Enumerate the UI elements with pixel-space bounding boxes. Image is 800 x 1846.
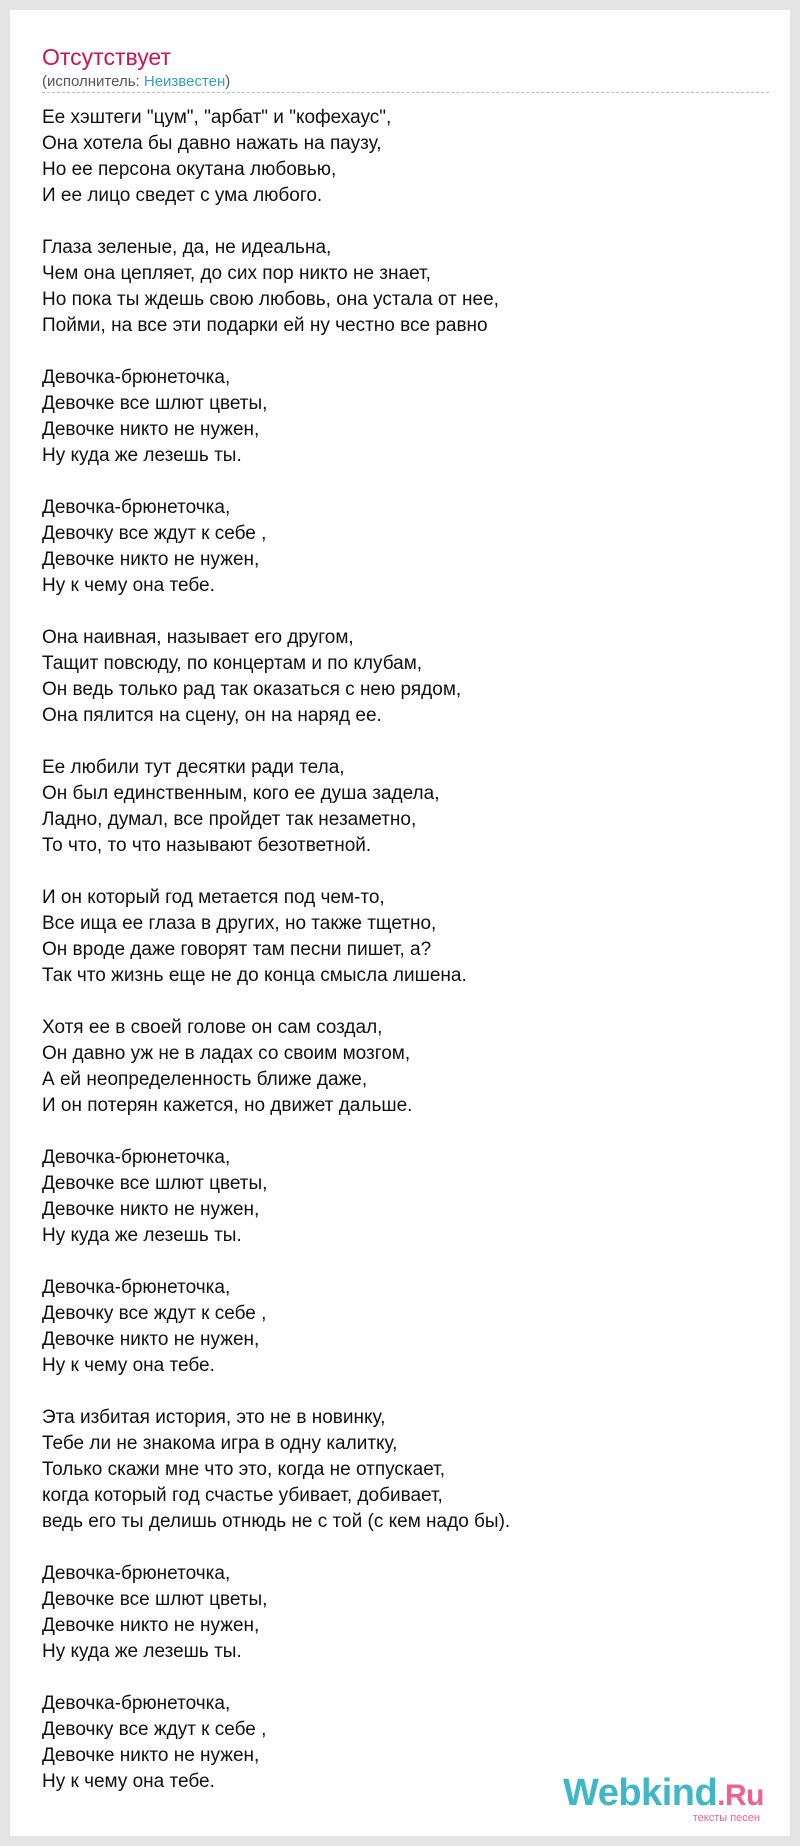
song-title: Отсутствует xyxy=(42,44,171,70)
lyrics-stanza xyxy=(42,495,772,599)
lyrics-line: Он был единственным, кого ее душа задела, xyxy=(42,783,440,804)
lyrics-stanza xyxy=(42,1275,772,1379)
lyrics-line: Девочке все шлют цветы, xyxy=(42,1173,268,1194)
logo-web: Webkind xyxy=(563,1772,718,1814)
lyrics-line: Ее любили тут десятки ради тела, xyxy=(42,757,345,778)
lyrics-stanza xyxy=(42,625,772,729)
lyrics-line: Хотя ее в своей голове он сам создал, xyxy=(42,1017,383,1038)
lyrics-line: И он который год метается под чем-то, xyxy=(42,887,385,908)
lyrics-line: Девочке все шлют цветы, xyxy=(42,393,268,414)
lyrics-stanza xyxy=(42,755,772,859)
lyrics-text xyxy=(42,105,772,1821)
lyrics-line: Тащит повсюду, по концертам и по клубам, xyxy=(42,653,423,674)
lyrics-line: Только скажи мне что это, когда не отпускает, xyxy=(42,1459,446,1480)
lyrics-line: Девочке никто не нужен, xyxy=(42,1199,260,1220)
lyrics-line: И он потерян кажется, но движет дальше. xyxy=(42,1095,413,1116)
lyrics-line: Девочка-брюнеточка, xyxy=(42,1277,231,1298)
lyrics-line: То что, то что называют безответной. xyxy=(42,835,372,856)
artist-line xyxy=(42,73,230,90)
logo-ru: .Ru xyxy=(717,1779,764,1812)
lyrics-line: Девочку все ждут к себе , xyxy=(42,1719,267,1740)
lyrics-line: Он ведь только рад так оказаться с нею рядом, xyxy=(42,679,462,700)
lyrics-line: Девочку все ждут к себе , xyxy=(42,1303,267,1324)
lyrics-line: Эта избитая история, это не в новинку, xyxy=(42,1407,386,1428)
lyrics-stanza xyxy=(42,235,772,339)
lyrics-line: Девочке никто не нужен, xyxy=(42,1745,260,1766)
lyrics-stanza xyxy=(42,885,772,989)
lyrics-stanza xyxy=(42,1561,772,1665)
lyrics-line: Девочку все ждут к себе , xyxy=(42,523,267,544)
webkind-logo[interactable] xyxy=(563,1773,764,1824)
lyrics-line: Девочка-брюнеточка, xyxy=(42,1693,231,1714)
lyrics-line: Но пока ты ждешь свою любовь, она устала от нее, xyxy=(42,289,499,310)
lyrics-line: Девочке никто не нужен, xyxy=(42,549,260,570)
lyrics-line: Ну к чему она тебе. xyxy=(42,1771,215,1792)
lyrics-line: Она хотела бы давно нажать на паузу, xyxy=(42,133,382,154)
logo-tagline: тексты песен xyxy=(692,1812,760,1824)
lyrics-line: ведь его ты делишь отнюдь не с той (с кем надо бы). xyxy=(42,1511,511,1532)
lyrics-line: Девочка-брюнеточка, xyxy=(42,367,231,388)
lyrics-line: Девочка-брюнеточка, xyxy=(42,497,231,518)
page-card xyxy=(10,10,790,1836)
lyrics-stanza xyxy=(42,105,772,209)
lyrics-line: Ну куда же лезешь ты. xyxy=(42,1641,242,1662)
lyrics-line: А ей неопределенность ближе даже, xyxy=(42,1069,368,1090)
lyrics-line: Ну куда же лезешь ты. xyxy=(42,1225,242,1246)
lyrics-stanza xyxy=(42,1145,772,1249)
lyrics-line: Она пялится на сцену, он на наряд ее. xyxy=(42,705,382,726)
lyrics-line: Так что жизнь еще не до конца смысла лишена. xyxy=(42,965,467,986)
lyrics-line: когда который год счастье убивает, добивает, xyxy=(42,1485,443,1506)
lyrics-line: Ну куда же лезешь ты. xyxy=(42,445,242,466)
lyrics-line: Он вроде даже говорят там песни пишет, а? xyxy=(42,939,432,960)
logo-wordmark xyxy=(563,1773,764,1816)
lyrics-stanza xyxy=(42,1015,772,1119)
lyrics-stanza xyxy=(42,1405,772,1535)
lyrics-line: Ее хэштеги "цум", "арбат" и "кофехаус", xyxy=(42,107,392,128)
lyrics-line: Глаза зеленые, да, не идеальна, xyxy=(42,237,332,258)
lyrics-line: Чем она цепляет, до сих пор никто не знает, xyxy=(42,263,431,284)
lyrics-line: Ладно, думал, все пройдет так незаметно, xyxy=(42,809,417,830)
lyrics-line: Девочке никто не нужен, xyxy=(42,419,260,440)
lyrics-line: Она наивная, называет его другом, xyxy=(42,627,354,648)
header-divider xyxy=(42,92,769,93)
lyrics-line: Девочке никто не нужен, xyxy=(42,1329,260,1350)
lyrics-line: Девочка-брюнеточка, xyxy=(42,1563,231,1584)
lyrics-line: Девочка-брюнеточка, xyxy=(42,1147,231,1168)
lyrics-line: Тебе ли не знакома игра в одну калитку, xyxy=(42,1433,398,1454)
lyrics-line: Ну к чему она тебе. xyxy=(42,575,215,596)
lyrics-line: Он давно уж не в ладах со своим мозгом, xyxy=(42,1043,411,1064)
lyrics-line: И ее лицо сведет с ума любого. xyxy=(42,185,323,206)
artist-suffix: ) xyxy=(225,73,231,90)
lyrics-line: Девочке никто не нужен, xyxy=(42,1615,260,1636)
lyrics-line: Девочке все шлют цветы, xyxy=(42,1589,268,1610)
artist-link[interactable]: Неизвестен xyxy=(143,73,226,90)
lyrics-line: Все ища ее глаза в других, но также тщетно, xyxy=(42,913,437,934)
lyrics-line: Пойми, на все эти подарки ей ну честно все равно xyxy=(42,315,488,336)
artist-prefix: (исполнитель: xyxy=(42,73,144,90)
lyrics-line: Но ее персона окутана любовью, xyxy=(42,159,337,180)
lyrics-line: Ну к чему она тебе. xyxy=(42,1355,215,1376)
lyrics-stanza xyxy=(42,365,772,469)
